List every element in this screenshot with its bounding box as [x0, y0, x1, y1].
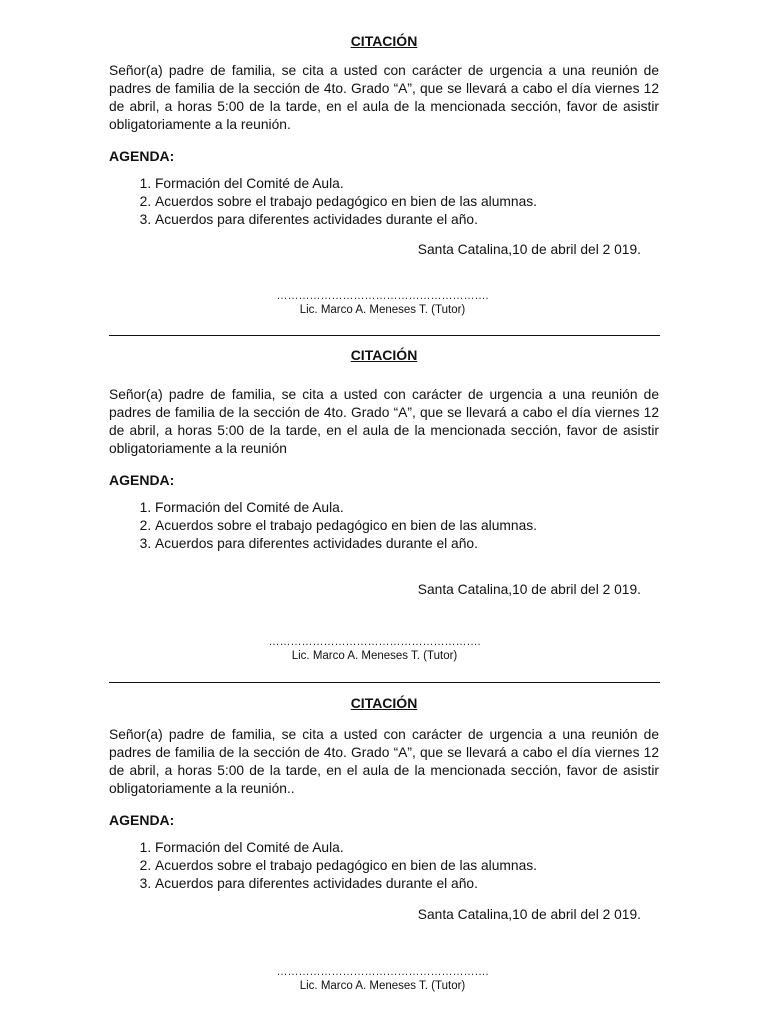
- citation-title: CITACIÓN: [350, 33, 418, 49]
- place-date: Santa Catalina,10 de abril del 2 019.: [417, 242, 641, 257]
- signer-name: Lic. Marco A. Meneses T. (Tutor): [299, 980, 466, 992]
- signer-name: Lic. Marco A. Meneses T. (Tutor): [299, 304, 466, 316]
- citation-block-2: [109, 346, 659, 599]
- agenda-item: 3. Acuerdos para diferentes actividades durante el año.: [155, 211, 659, 229]
- agenda-list: [109, 499, 659, 553]
- signature-line: ………………………………………………….: [276, 290, 489, 302]
- signature-line: ………………………………………………….: [268, 636, 481, 648]
- agenda-item: 1. Formación del Comité de Aula.: [155, 175, 659, 193]
- agenda-item: 2. Acuerdos sobre el trabajo pedagógico en bien de las alumnas.: [155, 517, 659, 535]
- agenda-list: [109, 175, 659, 229]
- agenda-item: 3. Acuerdos para diferentes actividades durante el año.: [155, 875, 659, 893]
- agenda-label: AGENDA:: [109, 812, 175, 828]
- separator-line: [109, 682, 660, 683]
- place-date: Santa Catalina,10 de abril del 2 019.: [417, 582, 641, 597]
- citation-paragraph: Señor(a) padre de familia, se cita a usted con carácter de urgencia a una reunión de padres de familia de la sección de 4to. Grado “A”, que se llevará a cabo el día viernes 12 de abril, a horas 5:00 de la tarde, en el aula de la mencionada sección, favor de asistir obligatoriamente a la reunión: [109, 387, 659, 456]
- agenda-item: 3. Acuerdos para diferentes actividades durante el año.: [155, 535, 659, 553]
- agenda-item: 2. Acuerdos sobre el trabajo pedagógico en bien de las alumnas.: [155, 857, 659, 875]
- signature-block-2: [262, 635, 487, 663]
- agenda-label: AGENDA:: [109, 148, 175, 164]
- signature-line: ………………………………………………….: [276, 966, 489, 978]
- citation-paragraph: Señor(a) padre de familia, se cita a usted con carácter de urgencia a una reunión de padres de familia de la sección de 4to. Grado “A”, que se llevará a cabo el día viernes 12 de abril, a horas 5:00 de la tarde, en el aula de la mencionada sección, favor de asistir obligatoriamente a la reunión.: [109, 63, 659, 132]
- place-date: Santa Catalina,10 de abril del 2 019.: [417, 907, 641, 922]
- signature-block-3: [270, 965, 495, 993]
- separator-line: [109, 335, 660, 336]
- signature-block-1: [270, 289, 495, 317]
- agenda-item: 1. Formación del Comité de Aula.: [155, 499, 659, 517]
- citation-block-1: [109, 32, 659, 259]
- citation-title: CITACIÓN: [350, 347, 418, 363]
- citation-block-3: [109, 694, 659, 924]
- agenda-list: [109, 839, 659, 893]
- agenda-item: 1. Formación del Comité de Aula.: [155, 839, 659, 857]
- agenda-label: AGENDA:: [109, 472, 175, 488]
- signer-name: Lic. Marco A. Meneses T. (Tutor): [291, 650, 458, 662]
- citation-paragraph: Señor(a) padre de familia, se cita a usted con carácter de urgencia a una reunión de padres de familia de la sección de 4to. Grado “A”, que se llevará a cabo el día viernes 12 de abril, a horas 5:00 de la tarde, en el aula de la mencionada sección, favor de asistir obligatoriamente a la reunión..: [109, 727, 659, 796]
- agenda-item: 2. Acuerdos sobre el trabajo pedagógico en bien de las alumnas.: [155, 193, 659, 211]
- citation-title: CITACIÓN: [350, 695, 418, 711]
